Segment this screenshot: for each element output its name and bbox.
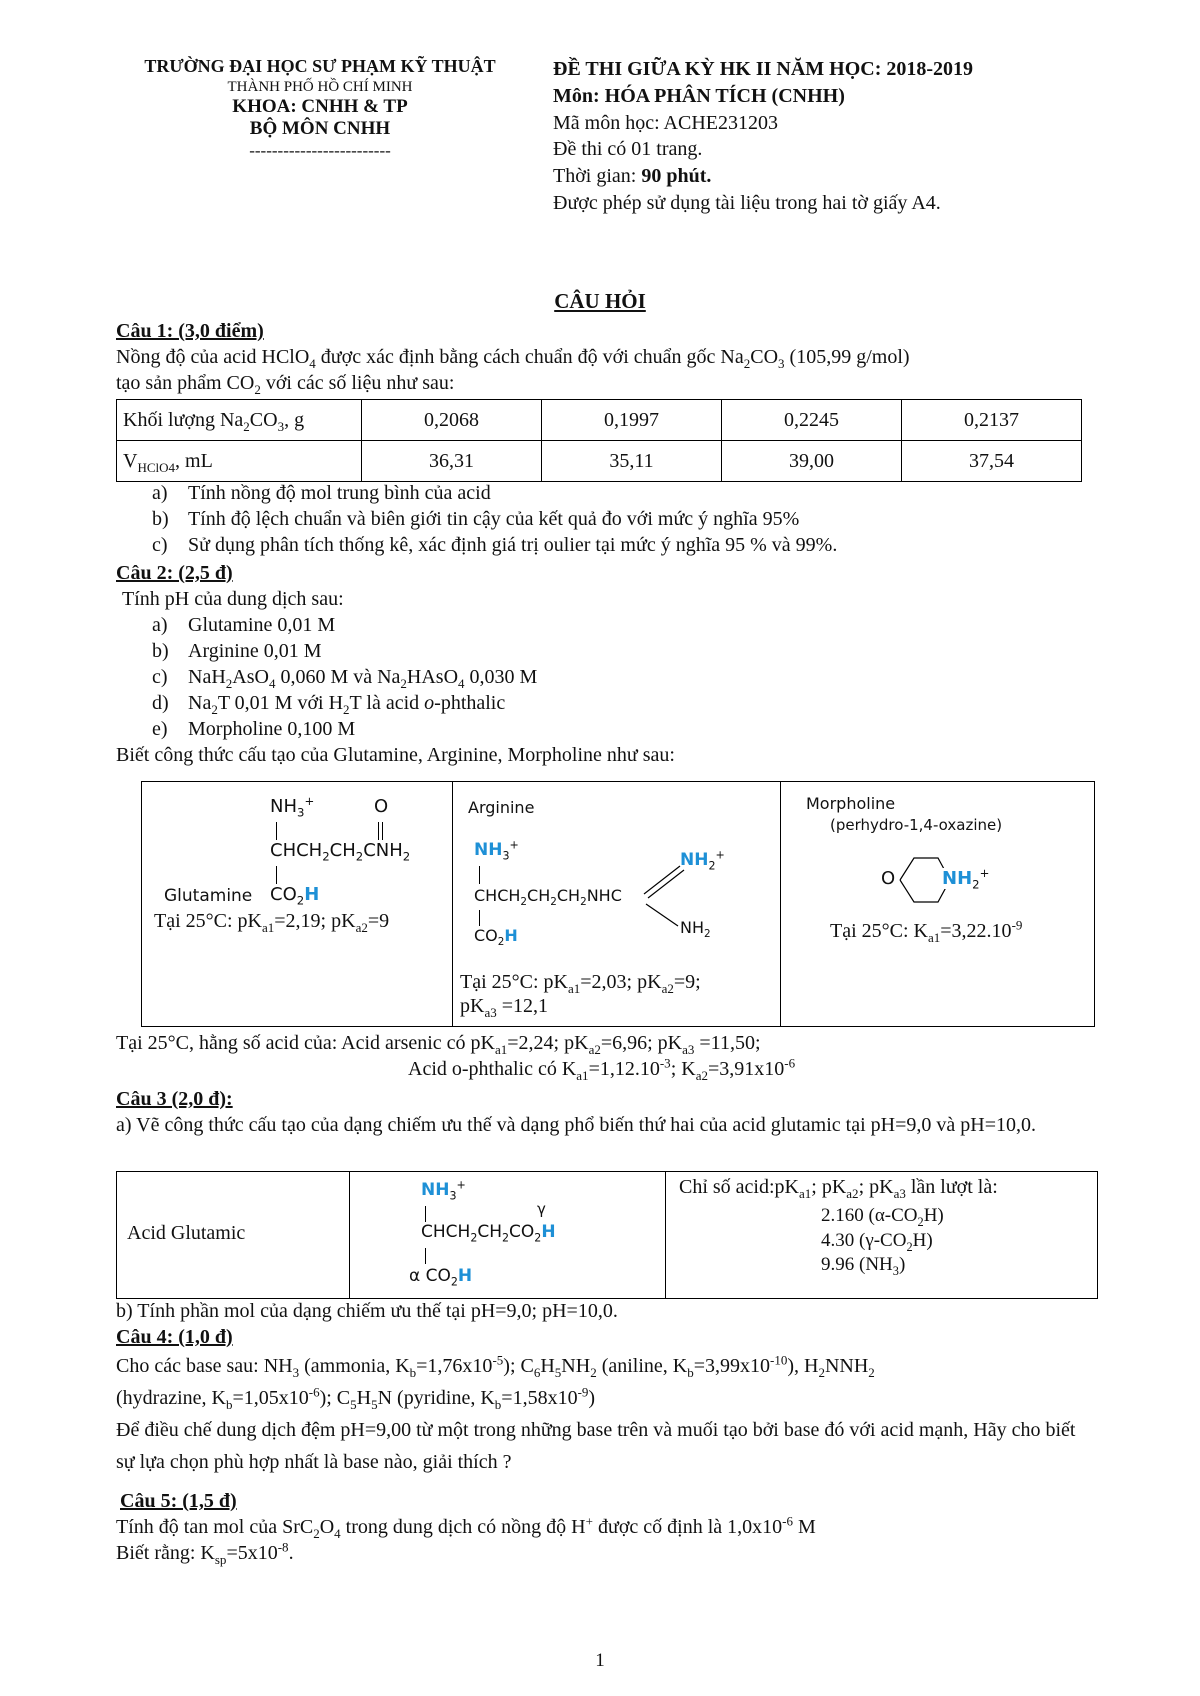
list-item [116, 506, 1096, 532]
item-text: -phthalic [434, 692, 506, 714]
text-part: Biết rằng: K [116, 1542, 215, 1564]
text-part: ), H [787, 1355, 819, 1377]
text-part: ); C [503, 1355, 534, 1377]
table-divider [665, 1172, 666, 1298]
atom-label: CNH [363, 840, 403, 861]
phthalic-constants [116, 1056, 1096, 1082]
structure-intro: Biết công thức cấu tạo của Glutamine, Arginine, Morpholine như sau: [116, 744, 675, 766]
pk-text: lần lượt là: [905, 1176, 998, 1198]
gamma-label: γ [537, 1200, 546, 1218]
volume-cell: 35,11 [542, 441, 722, 482]
header-left [110, 56, 530, 162]
const-sub: a3 [682, 1042, 695, 1057]
text-part: H [356, 1387, 372, 1409]
row-label-volume [117, 441, 362, 482]
exam-title: ĐỀ THI GIỮA KỲ HK II NĂM HỌC: 2018-2019 [553, 58, 974, 80]
material-note: Được phép sử dụng tài liệu trong hai tờ giấy A4. [553, 191, 941, 214]
mass-cell: 0,2137 [902, 400, 1082, 441]
atom-label: CO [474, 926, 498, 945]
atom-label: CH [556, 886, 581, 905]
pka-sub: a1 [262, 920, 275, 935]
item-text: 0,060 M và Na [275, 666, 401, 688]
list-item: d) $Na_2T$ 0,01 M với $H_2T$ là acid o-phthalic [152, 692, 506, 717]
arginine-nh2-top: $NH_2^+$ [680, 848, 725, 873]
label-part: , mL [175, 449, 213, 472]
header-divider: ------------------------- [249, 141, 391, 161]
question-2-heading: Câu 2: (2,5 đ) [116, 562, 233, 584]
item-label: c) [152, 666, 168, 688]
atom-label: NH [680, 850, 709, 870]
glutamic-chain: $CHCH_2CH_2CO_2H$ [421, 1222, 556, 1245]
label-part: V [123, 449, 138, 472]
atom-label: CHCH [421, 1222, 471, 1242]
const-text: =2,24; pK [507, 1032, 589, 1054]
pk-text: ; pK [858, 1176, 894, 1198]
const-sub: a1 [495, 1042, 508, 1057]
subject-name: Môn: HÓA PHÂN TÍCH (CNHH) [553, 84, 845, 107]
acid-constants [116, 1030, 1096, 1082]
page-count: Đề thi có 01 trang. [553, 138, 703, 161]
atom-label: CH [329, 840, 356, 861]
pk-value: 9.96 $(NH_3)$ [821, 1254, 906, 1279]
pk-values [821, 1204, 944, 1278]
question-5-heading: Câu 5: (1,5 đ) [120, 1490, 237, 1512]
pka-sub: a2 [355, 920, 368, 935]
pka-text: Tại 25°C: pK [154, 910, 262, 932]
bond-line [425, 1248, 426, 1264]
exp: -6 [308, 1384, 320, 1400]
const-exp: -3 [659, 1055, 671, 1071]
item-text: Tính nồng độ mol trung bình của acid [188, 482, 491, 504]
pka-sub: a2 [661, 981, 674, 996]
pk-value: 2.160 $(\alpha-CO_2H)$ [821, 1205, 944, 1229]
morpholine-alt-name: (perhydro-1,4-oxazine) [830, 816, 1003, 834]
exp: -9 [577, 1384, 589, 1400]
label-part: Khối lượng Na [123, 408, 244, 431]
const-exp: -6 [784, 1055, 796, 1071]
pka-sub: a1 [568, 981, 581, 996]
arginine-name: Arginine [468, 798, 535, 817]
arginine-pka-line1 [460, 970, 701, 994]
mass-cell: 0,1997 [542, 400, 722, 441]
pka-text: =2,03; pK [580, 971, 662, 993]
row-label-mass: Khối lượng $Na_2CO_3$, g [117, 400, 362, 441]
text-part: (hydrazine, K [116, 1387, 226, 1409]
item-label: a) [152, 482, 168, 504]
question-5-line-2: Biết rằng: $K_{sp}=5x10^{-8}$. [116, 1539, 294, 1567]
glutamine-oxygen: O [374, 796, 389, 817]
item-text: Glutamine 0,01 M [188, 614, 336, 636]
exp: -10 [770, 1352, 788, 1368]
list-item [116, 612, 1096, 638]
pk-text: ; pK [811, 1176, 847, 1198]
glutamine-name: Glutamine [164, 886, 253, 906]
morpholine-oxygen: O [881, 868, 896, 889]
ka-exp: -9 [1011, 917, 1023, 933]
item-text: Sử dụng phân tích thống kê, xác định giá trị oulier tại mức ý nghĩa 95 % và 99%. [188, 534, 838, 556]
question-4-line-2: (hydrazine, $K_b=1,05x10^{-6}$); $C_5H_5N$ (pyridine, $K_b=1,58x10^{-9}$) [116, 1384, 596, 1412]
item-text: Arginine 0,01 M [188, 640, 322, 662]
question-3-part-b: b) Tính phần mol của dạng chiếm ưu thế tại pH=9,0; pH=10,0. [116, 1300, 618, 1322]
box-divider [452, 782, 453, 1026]
text-part: (aniline, K [596, 1355, 688, 1377]
glutamine-chain: $CHCH_2CH_2CNH_2$ [270, 840, 411, 864]
exam-time-value: 90 phút. [641, 165, 712, 188]
const-text: =11,50; [694, 1032, 761, 1054]
question-4 [116, 1324, 1096, 1478]
text-part: NNH [824, 1355, 869, 1377]
question-2-intro: Tính pH của dung dịch sau: [122, 588, 344, 610]
item-label: d) [152, 692, 169, 714]
exam-time [553, 163, 1153, 190]
structures-box [141, 781, 1095, 1027]
item-text: NaH [188, 666, 226, 688]
label-part: CO [249, 408, 278, 431]
text-part: ) [588, 1387, 596, 1409]
exam-time-label: Thời gian: [553, 165, 642, 188]
atom-label: CHCH [270, 840, 323, 861]
atom-label: NH [680, 918, 704, 937]
pka-text: =9; [673, 971, 701, 993]
bond-line [479, 910, 480, 926]
intro-part: được xác định bằng cách chuẩn độ với chuẩn gốc Na [315, 346, 744, 368]
pk-title: Chỉ số $acid:pK_{a1}$; $pK_{a2}$; $pK_{a3}$ lần lượt là: [679, 1176, 998, 1201]
atom-label: CO [509, 1222, 535, 1242]
pk-text: H) [912, 1229, 933, 1251]
pka-text: pK [460, 995, 485, 1017]
bond-line [382, 822, 383, 840]
course-code: Mã môn học: ACHE231203 [553, 111, 778, 134]
item-text: AsO [232, 666, 269, 688]
glutamic-name: Acid Glutamic [127, 1222, 246, 1244]
arsenic-constants [116, 1030, 1096, 1056]
faculty-name: KHOA: CNHH & TP [232, 95, 408, 117]
intro-part: với các số liệu như sau: [260, 372, 455, 394]
atom-label: NH [474, 840, 503, 860]
item-text: T là acid [349, 692, 425, 714]
header-right [553, 56, 1153, 217]
intro-part: Nồng độ của acid HClO [116, 346, 310, 368]
pk-text: Chỉ số acid:pK [679, 1176, 799, 1198]
text-part: M [793, 1516, 816, 1538]
bond-line [425, 1206, 426, 1222]
text-part: Tính độ tan mol của SrC [116, 1516, 314, 1538]
bond-line [378, 822, 379, 840]
item-text: T 0,01 M với H [217, 692, 344, 714]
morpholine-name: Morpholine [806, 794, 896, 813]
const-text: Tại 25°C, hằng số acid của: Acid arsenic có pK [116, 1032, 495, 1054]
question-2 [116, 560, 1096, 768]
question-4-line-1: Cho các base sau: $NH_3$ (ammonia, $K_b=1,76x10^{-5}$); $C_6H_5NH_2$ (aniline, $K_b=3,99x10^{-10}$), $H_2NNH_2$ [116, 1352, 875, 1380]
atom-label: CO [270, 884, 297, 905]
const-text: Acid o-phthalic có K [408, 1058, 577, 1080]
text-part: Cho các base sau: NH [116, 1355, 293, 1377]
atom-label: α CO [409, 1266, 451, 1286]
text-part: =3,99x10 [693, 1355, 770, 1377]
const-text: =6,96; pK [600, 1032, 683, 1054]
text-part: O [319, 1516, 335, 1538]
box-divider [780, 782, 781, 1026]
university-name: TRƯỜNG ĐẠI HỌC SƯ PHẠM KỸ THUẬT [144, 56, 496, 76]
item-label: c) [152, 534, 168, 556]
const-text: =1,12.10 [588, 1058, 660, 1080]
arginine-nh2-bottom: $NH_2$ [680, 918, 711, 941]
morpholine-nh2: $NH_2^+$ [942, 866, 990, 892]
item-text: Na [188, 692, 212, 714]
item-text: o [424, 692, 435, 714]
text-part: H [540, 1355, 555, 1377]
question-1 [116, 318, 1096, 396]
arginine-chain: $CHCH_2CH_2CH_2NHC$ [474, 886, 622, 909]
bond-line [479, 866, 480, 884]
pka-text: =9 [367, 910, 390, 932]
arginine-nh3: $NH_3^+$ [474, 838, 519, 863]
arginine-pka [460, 970, 701, 1018]
city-name: THÀNH PHỐ HỒ CHÍ MINH [227, 78, 413, 95]
question-1-heading: Câu 1: (3,0 điểm) [116, 320, 264, 342]
item-label: e) [152, 718, 168, 740]
pk-text: 9.96 (NH [821, 1254, 893, 1276]
pk-text: 2.160 (α-CO [821, 1205, 918, 1226]
item-text: Tính độ lệch chuẩn và biên giới tin cậy của kết quả đo với mức ý nghĩa 95% [188, 508, 800, 530]
arginine-pka-line2 [460, 994, 701, 1018]
question-4-heading: Câu 4: (1,0 đ) [116, 1326, 233, 1348]
question-4-line-3: Để điều chế dung dịch đệm pH=9,00 từ một trong những base trên và muối tạo bởi base đó với acid mạnh, Hãy cho biết sự lựa chọn phù hợp nhất là base nào, giải thích ? [116, 1419, 1076, 1473]
text-part: N (pyridine, K [377, 1387, 495, 1409]
volume-cell: 37,54 [902, 441, 1082, 482]
atom-label: H [504, 926, 518, 945]
label-sub: HClO4 [137, 459, 176, 475]
item-label: a) [152, 614, 168, 636]
item-text: Morpholine 0,100 M [188, 718, 356, 740]
pka-text: Tại 25°C: pK [460, 971, 568, 993]
text-part: =1,05x10 [232, 1387, 309, 1409]
atom-label: H [304, 884, 320, 905]
item-text: HAsO [406, 666, 459, 688]
volume-cell: 36,31 [362, 441, 542, 482]
text-part: =5x10 [226, 1542, 278, 1564]
pk-value: 4.30 $(\gamma-CO_2H)$ [821, 1229, 933, 1254]
arginine-co2h: $CO_2H$ [474, 926, 518, 949]
glutamine-nh3: $NH_3^+$ [270, 794, 315, 820]
const-text: ; K [670, 1058, 696, 1080]
volume-cell: 39,00 [722, 441, 902, 482]
pka-text: =2,19; pK [274, 910, 356, 932]
table-row [117, 441, 1082, 482]
intro-part: CO [750, 346, 779, 368]
question-3-heading: Câu 3 (2,0 đ): [116, 1088, 233, 1110]
glutamine-pka [154, 910, 389, 933]
question-1-intro: Nồng độ của acid HClO$_4$ được xác định bằng cách chuẩn độ với chuẩn gốc $Na_2CO_3$ (105,99 g/mol) [116, 346, 910, 371]
item-label: b) [152, 508, 169, 530]
glutamic-table [116, 1171, 1098, 1299]
pka-text: =12,1 [496, 995, 549, 1017]
atom-label: NH [942, 868, 973, 889]
mass-cell: 0,2068 [362, 400, 542, 441]
atom-label: H [541, 1222, 556, 1242]
list-item [116, 716, 1096, 742]
label-part: , g [284, 408, 305, 431]
pk-text: H) [923, 1205, 944, 1226]
glutamic-alpha-co2h: α $CO_2H$ [409, 1266, 473, 1289]
const-sub: a2 [695, 1068, 708, 1083]
text-part: . [288, 1542, 294, 1564]
question-3 [116, 1086, 1096, 1138]
pka-sub: a3 [484, 1005, 497, 1020]
atom-label: H [457, 1266, 473, 1286]
item-text: 0,030 M [464, 666, 538, 688]
pk-text: 4.30 (γ-CO [821, 1229, 907, 1251]
bond-line [276, 822, 277, 840]
table-row [117, 400, 1082, 441]
glutamic-nh3: $NH_3^+$ [421, 1178, 466, 1203]
glutamine-co2h: $CO_2H$ [270, 884, 320, 908]
text-part: được cố định là 1,0x10 [592, 1516, 783, 1538]
titration-table [116, 399, 1082, 482]
ka-text: Tại 25°C: K [830, 920, 928, 942]
list-item [116, 532, 1096, 558]
table-divider [349, 1172, 350, 1298]
intro-part: (105,99 g/mol) [784, 346, 910, 368]
intro-part: tạo sản phẩm CO [116, 372, 255, 394]
question-1-intro-2: tạo sản phẩm $CO_2$ với các số liệu như sau: [116, 372, 455, 397]
const-sub: a1 [576, 1068, 589, 1083]
list-item: c) NaH$_2$AsO$_4$ 0,060 M và $Na_2HAsO_4$ 0,030 M [152, 666, 538, 691]
pk-text: ) [898, 1254, 906, 1276]
question-5-line-1: Tính độ tan mol của $SrC_2O_4$ trong dung dịch có nồng độ H+ được cố định là $1,0x10^{-6}$ M [116, 1513, 816, 1541]
department-name: BỘ MÔN CNHH [249, 118, 391, 140]
list-item [116, 480, 1096, 506]
text-part: =1,58x10 [501, 1387, 578, 1409]
question-1-items [116, 480, 1096, 558]
morpholine-ka [830, 917, 1023, 945]
text-part: (ammonia, K [299, 1355, 410, 1377]
ka-sub: a1 [928, 930, 941, 945]
atom-label: CH [477, 1222, 502, 1242]
text-part: NH [561, 1355, 591, 1377]
atom-label: CH [527, 886, 551, 905]
section-title: CÂU HỎI [554, 289, 646, 313]
bond-line [276, 866, 277, 884]
question-5 [116, 1488, 1096, 1566]
atom-label: NHC [586, 886, 622, 905]
exp: -5 [492, 1352, 504, 1368]
atom-label: CHCH [474, 886, 521, 905]
mass-cell: 0,2245 [722, 400, 902, 441]
ka-text: =3,22.10 [940, 920, 1012, 942]
text-part: =1,76x10 [416, 1355, 493, 1377]
const-sub: a2 [588, 1042, 601, 1057]
atom-label: NH [421, 1180, 450, 1200]
const-text: =3,91x10 [707, 1058, 785, 1080]
text-part: trong dung dịch có nồng độ H [340, 1516, 586, 1538]
question-3-part-a: a) Vẽ công thức cấu tạo của dạng chiếm ưu thế và dạng phổ biến thứ hai của acid glutamic tại pH=9,0 và pH=10,0. [116, 1114, 1036, 1136]
text-part: ); C [319, 1387, 351, 1409]
list-item [116, 638, 1096, 664]
atom-label: NH [270, 796, 297, 817]
item-label: b) [152, 640, 169, 662]
page-number: 1 [595, 1650, 605, 1671]
